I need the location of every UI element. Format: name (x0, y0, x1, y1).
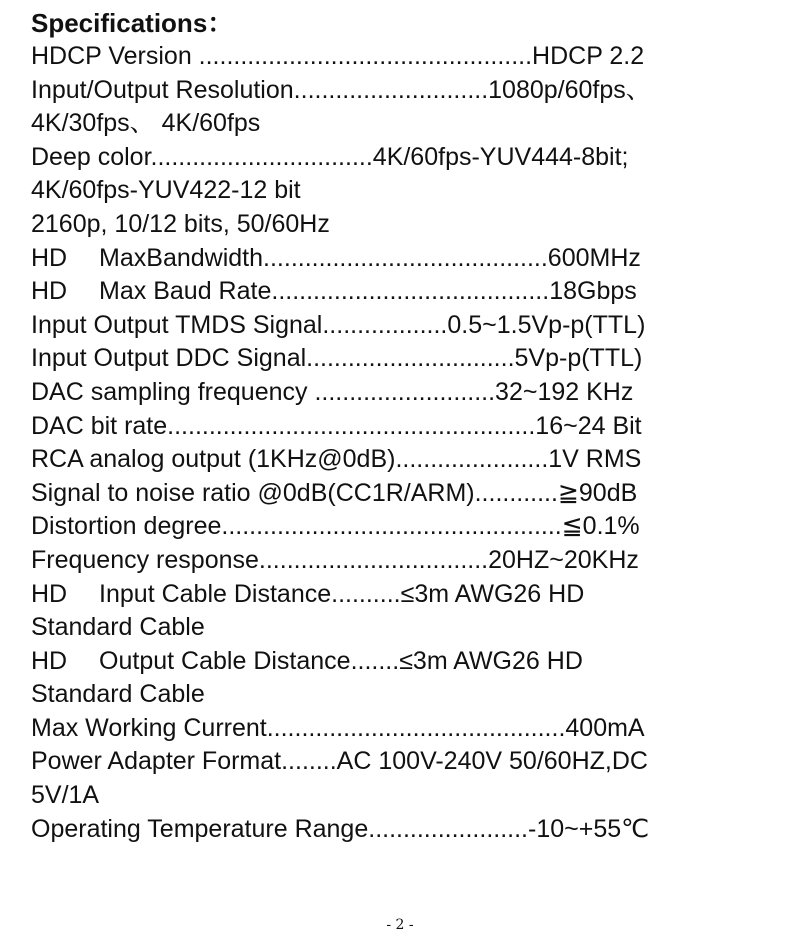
spec-output-cable-distance: HD Output Cable Distance.......≤3m AWG26 HD (31, 646, 583, 675)
spec-input-cable-distance: HD Input Cable Distance..........≤3m AWG26 HD (31, 579, 585, 608)
spec-frequency-response: Frequency response.................................20HZ~20KHz (31, 545, 639, 574)
spec-max-bandwidth: HD MaxBandwidth.........................................600MHz (31, 243, 641, 272)
specifications-section (31, 6, 761, 846)
section-title: Specifications： (31, 8, 234, 38)
spec-ddc-signal: Input Output DDC Signal..............................5Vp-p(TTL) (31, 344, 643, 373)
spec-deep-color: Deep color................................4K/60fps-YUV444-8bit; (31, 142, 629, 171)
spec-max-working-current: Max Working Current...........................................400mA (31, 713, 645, 742)
page-number: - 2 - (386, 917, 414, 933)
spec-dac-bit-rate: DAC bit rate.....................................................16~24 Bit (31, 411, 642, 440)
spec-hdcp-version: HDCP Version ................................................HDCP 2.2 (31, 42, 645, 70)
spec-signal-to-noise: Signal to noise ratio @0dB(CC1R/ARM)............≧90dB (31, 478, 638, 507)
spec-rca-analog-output: RCA analog output (1KHz@0dB)......................1V RMS (31, 445, 642, 474)
spec-power-adapter-format-continued: 5V/1A (31, 781, 100, 810)
spec-deep-color-continued: 4K/60fps-YUV422-12 bit (31, 176, 301, 205)
spec-tmds-signal: Input Output TMDS Signal..................0.5~1.5Vp-p(TTL) (31, 310, 646, 339)
spec-dac-sampling-frequency: DAC sampling frequency ..........................32~192 KHz (31, 377, 634, 406)
spec-distortion: Distortion degree.................................................≦0.1% (31, 512, 640, 541)
spec-resolution-continued: 4K/30fps、 4K/60fps (31, 109, 261, 138)
spec-max-baud-rate: HD Max Baud Rate........................................18Gbps (31, 277, 637, 306)
spec-operating-temperature: Operating Temperature Range.......................-10~+55℃ (31, 814, 650, 843)
spec-output-cable-distance-continued: Standard Cable (31, 680, 205, 709)
spec-deep-color-continued-2: 2160p, 10/12 bits, 50/60Hz (31, 209, 330, 238)
spec-resolution: Input/Output Resolution............................1080p/60fps、 (31, 75, 651, 104)
spec-input-cable-distance-continued: Standard Cable (31, 613, 205, 642)
spec-power-adapter-format: Power Adapter Format........AC 100V-240V 50/60HZ,DC (31, 747, 648, 776)
